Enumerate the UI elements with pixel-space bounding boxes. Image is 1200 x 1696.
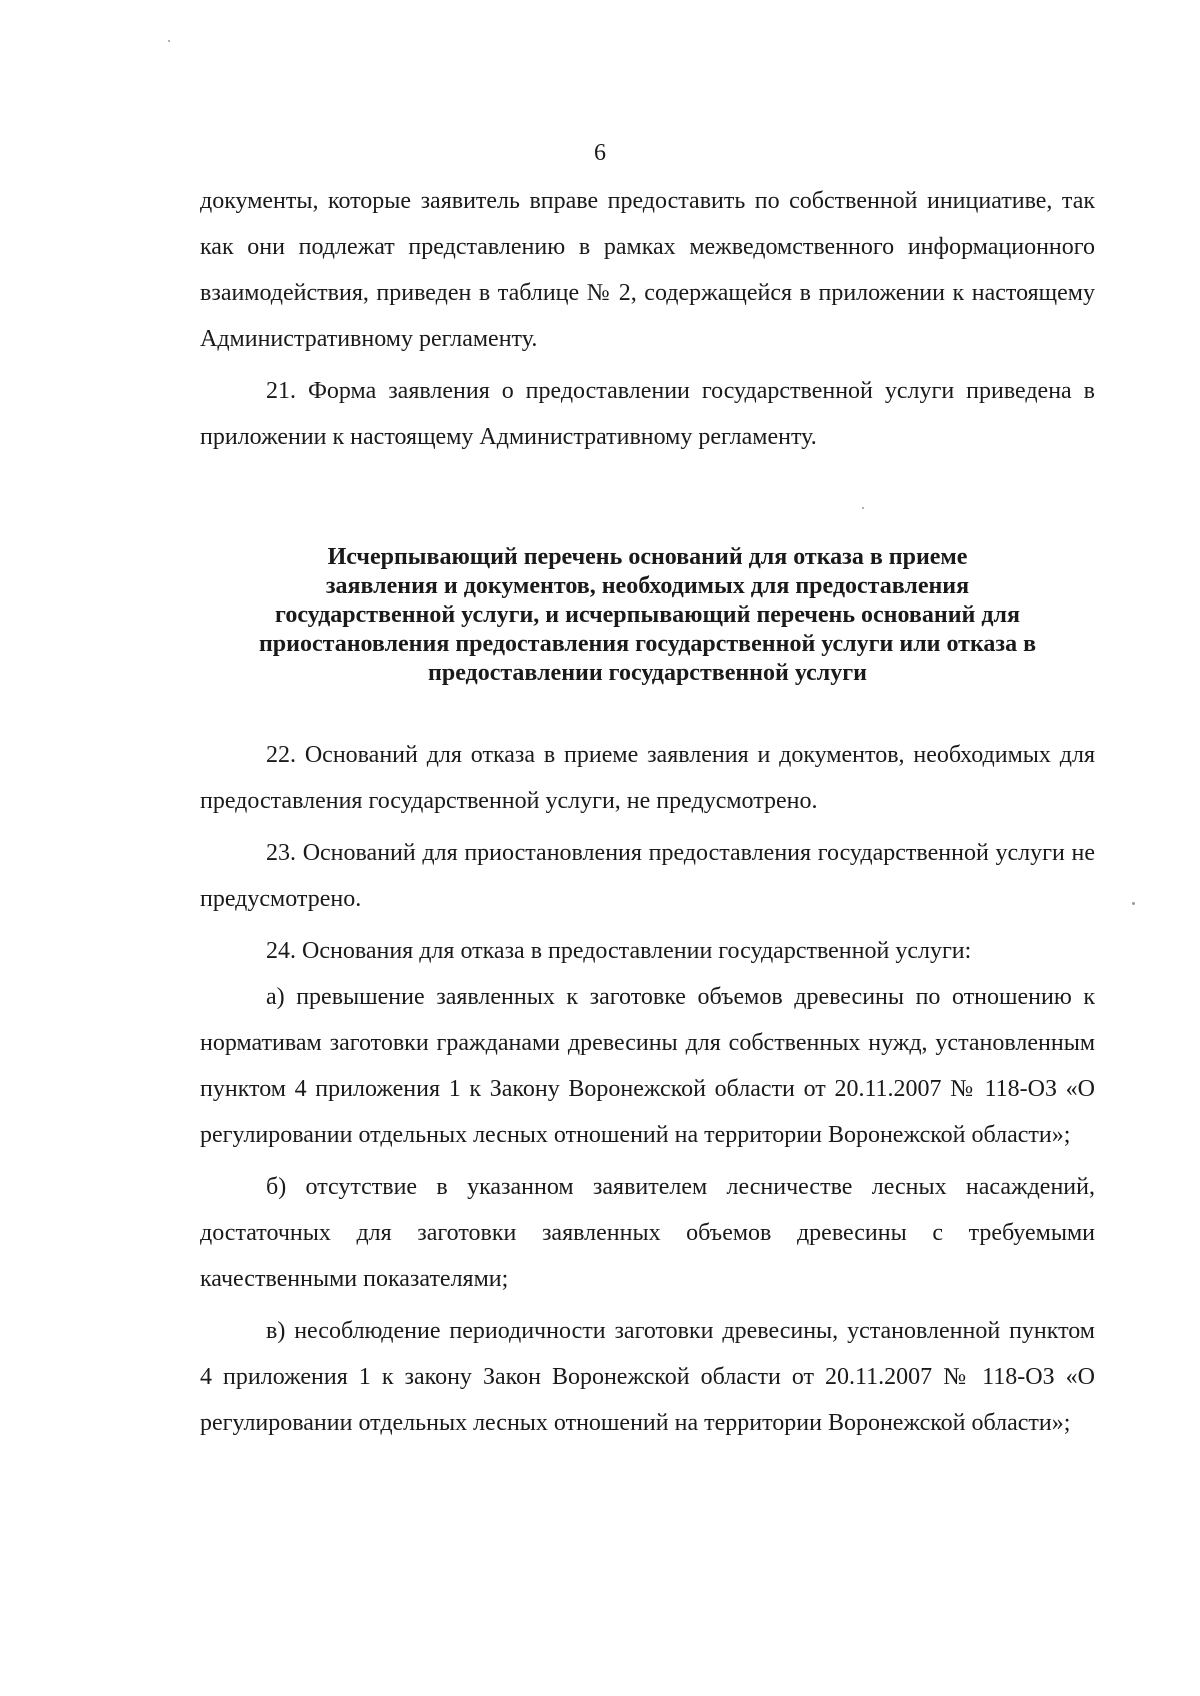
paragraph-24-v: в) несоблюдение периодичности заготовки древесины, установленной пунктом 4 приложения 1 к закону Закон Воронежской области от 20.11.2007 № 118-ОЗ «О регулировании отдельных лесных отношений на территории Воронежской области»;: [200, 1318, 1095, 1436]
heading-line: Исчерпывающий перечень оснований для отказа в приеме: [327, 544, 968, 570]
paragraph-23: 23. Оснований для приостановления предоставления государственной услуги не предусмотрено.: [200, 840, 1095, 912]
paragraph-24-a: а) превышение заявленных к заготовке объемов древесины по отношению к нормативам заготовки гражданами древесины для собственных нужд, установленным пунктом 4 приложения 1 к Закону Воронежской области от 20.11.2007 № 118-ОЗ «О регулировании отдельных лесных отношений на территории Воронежской области»;: [200, 984, 1095, 1148]
scan-speck: [168, 40, 170, 42]
scan-speck: [862, 507, 864, 509]
bottom-text-block: [200, 732, 1095, 1446]
paragraph-21: 21. Форма заявления о предоставлении государственной услуги приведена в приложении к настоящему Административному регламенту.: [200, 378, 1095, 450]
top-text-block: [200, 178, 1095, 460]
page-number: 6: [594, 140, 606, 166]
paragraph-documents-continuation: документы, которые заявитель вправе предоставить по собственной инициативе, так как они подлежат представлению в рамках межведомственного информационного взаимодействия, приведен в таблице № 2, содержащейся в приложении к настоящему Административному регламенту.: [200, 188, 1095, 352]
section-heading: [200, 543, 1095, 688]
paragraph-24-b: б) отсутствие в указанном заявителем лесничестве лесных насаждений, достаточных для заготовки заявленных объемов древесины с требуемыми качественными показателями;: [200, 1174, 1095, 1292]
paragraph-24: 24. Основания для отказа в предоставлении государственной услуги:: [266, 938, 972, 964]
scan-speck: [1132, 902, 1135, 905]
heading-line: заявления и документов, необходимых для предоставления: [325, 573, 970, 599]
heading-line: государственной услуги, и исчерпывающий перечень оснований для: [275, 602, 1020, 628]
heading-line: предоставлении государственной услуги: [428, 660, 867, 686]
paragraph-22: 22. Оснований для отказа в приеме заявления и документов, необходимых для предоставления государственной услуги, не предусмотрено.: [200, 742, 1095, 814]
heading-line: приостановления предоставления государственной услуги или отказа в: [258, 631, 1037, 657]
